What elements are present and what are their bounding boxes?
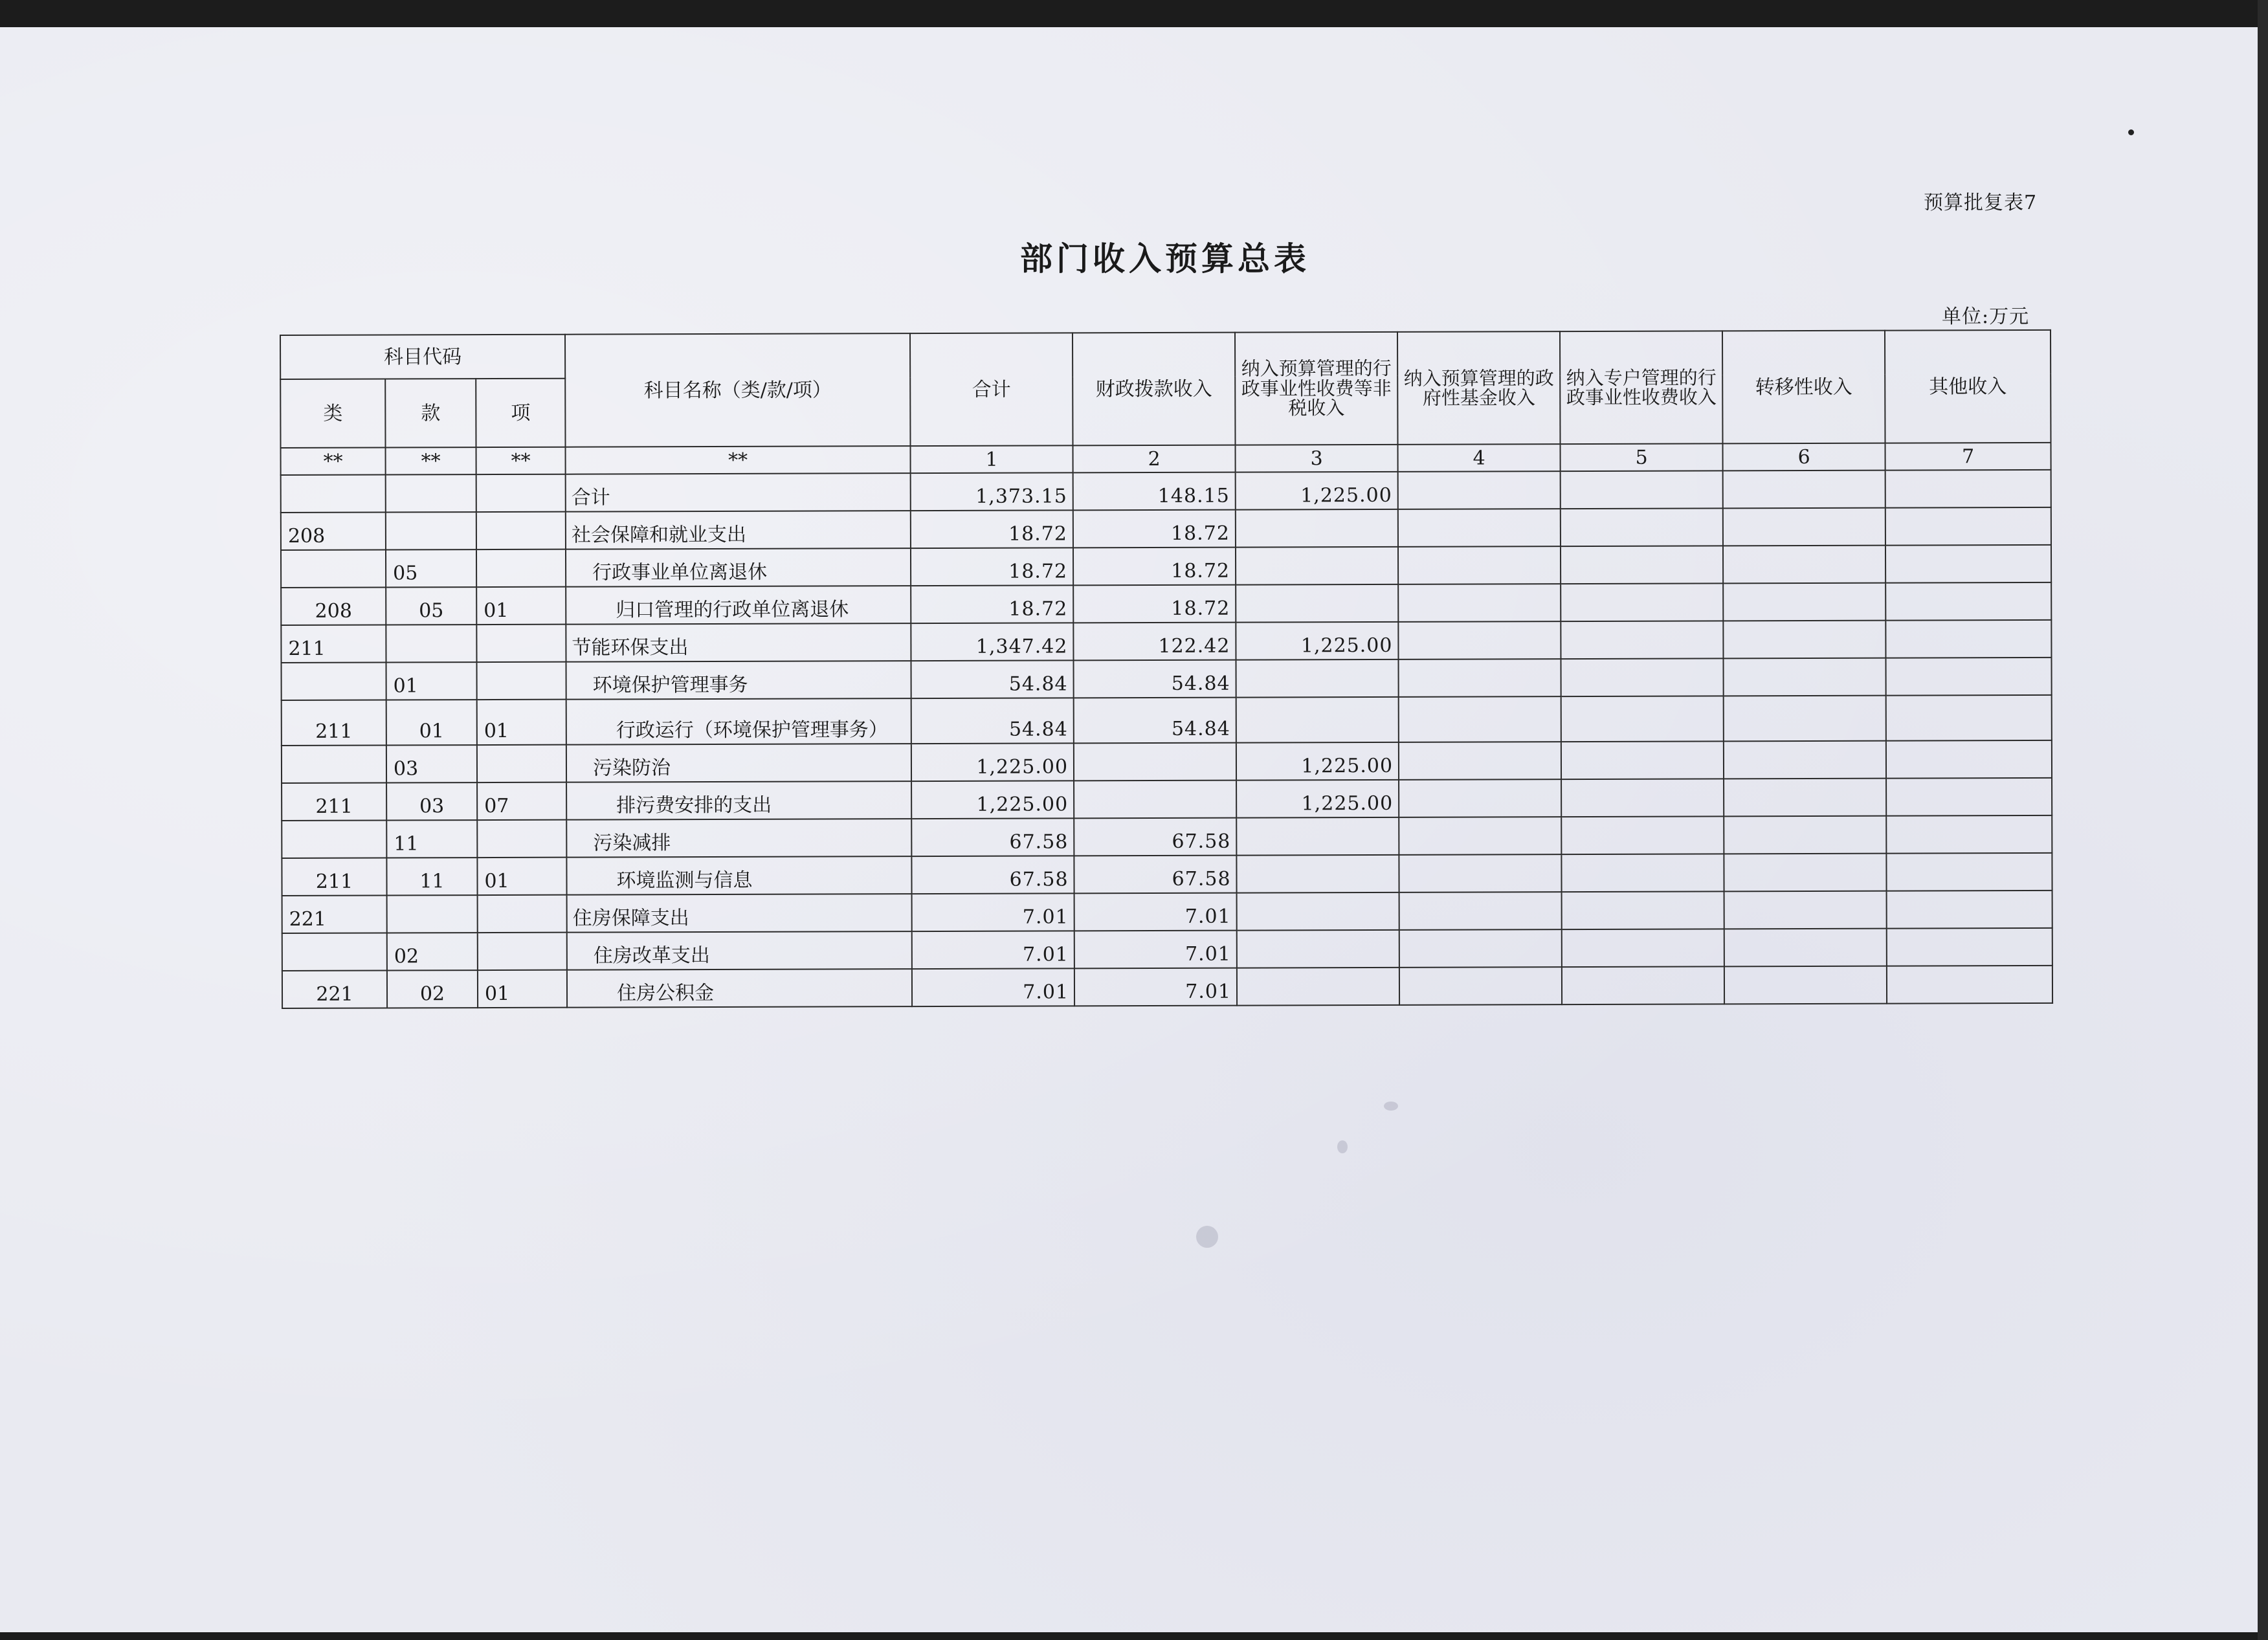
cell-xiang — [478, 895, 567, 933]
cell-kuan — [386, 512, 476, 549]
cell-total: 18.72 — [911, 548, 1073, 586]
cell-special — [1561, 816, 1724, 854]
header-name: 科目名称（类/款/项） — [565, 333, 911, 447]
cell-kuan: 05 — [386, 587, 476, 625]
cell-total: 67.58 — [911, 856, 1074, 894]
cell-xiang — [476, 512, 566, 549]
cell-lei — [282, 821, 386, 858]
cell-transfer — [1724, 816, 1886, 854]
cell-fiscal: 54.84 — [1074, 660, 1236, 698]
cell-kuan: 01 — [386, 700, 477, 745]
cell-kuan: 11 — [386, 820, 477, 858]
cell-govfund — [1398, 509, 1561, 547]
cell-govfund — [1398, 584, 1561, 622]
cell-name: 住房公积金 — [567, 969, 912, 1008]
cell-transfer — [1724, 658, 1886, 696]
header-nontax: 纳入预算管理的行政事业性收费等非税收入 — [1235, 332, 1398, 445]
cell-other — [1885, 545, 2051, 583]
cell-other — [1886, 853, 2052, 891]
cell-special — [1561, 854, 1724, 892]
cell-lei — [282, 663, 386, 700]
table-row — [281, 620, 2051, 663]
scanned-page — [0, 27, 2258, 1632]
cell-xiang: 01 — [477, 700, 566, 745]
budget-table — [280, 329, 2053, 1009]
cell-transfer — [1724, 891, 1887, 929]
cell-nontax — [1236, 817, 1399, 856]
cell-kuan: 05 — [386, 549, 476, 587]
cell-lei: 211 — [282, 858, 386, 896]
cell-transfer — [1723, 546, 1885, 584]
cell-total: 7.01 — [912, 893, 1074, 931]
cell-govfund — [1398, 471, 1561, 509]
cell-nontax — [1237, 892, 1399, 931]
scanner-edge — [2258, 0, 2268, 1640]
cell-other — [1886, 695, 2052, 741]
cell-nontax: 1,225.00 — [1236, 742, 1399, 781]
cell-name: 合计 — [566, 473, 911, 512]
cell-total: 54.84 — [911, 660, 1074, 698]
cell-other — [1885, 620, 2051, 658]
cell-name: 节能环保支出 — [566, 623, 911, 662]
cell-xiang — [477, 820, 566, 858]
index-cell: ** — [476, 447, 566, 474]
cell-name: 社会保障和就业支出 — [566, 511, 911, 549]
cell-transfer — [1724, 966, 1887, 1004]
cell-name: 行政运行（环境保护管理事务） — [566, 698, 911, 745]
cell-transfer — [1723, 621, 1885, 659]
cell-xiang — [476, 625, 566, 662]
cell-lei — [282, 746, 386, 783]
cell-special — [1562, 929, 1724, 967]
cell-xiang: 01 — [477, 858, 566, 895]
header-total: 合计 — [910, 333, 1073, 446]
header-kuan: 款 — [385, 379, 476, 447]
cell-other — [1886, 815, 2052, 854]
table-row — [282, 740, 2052, 783]
cell-lei — [281, 475, 386, 513]
header-row-1 — [280, 330, 2051, 379]
cell-kuan: 03 — [386, 745, 477, 782]
cell-xiang — [477, 745, 566, 782]
cell-special — [1561, 583, 1723, 621]
cell-total: 1,373.15 — [911, 472, 1073, 511]
cell-govfund — [1399, 854, 1561, 892]
cell-other — [1887, 966, 2052, 1004]
index-cell: ** — [566, 446, 911, 474]
budget-table-wrapper — [280, 329, 2053, 1009]
cell-lei: 221 — [282, 971, 387, 1008]
cell-nontax: 1,225.00 — [1236, 780, 1399, 818]
cell-fiscal: 7.01 — [1074, 893, 1237, 931]
unit-label: 单位:万元 — [1942, 305, 2030, 328]
cell-other — [1886, 778, 2052, 816]
scan-speck — [1337, 1140, 1348, 1153]
cell-fiscal: 18.72 — [1073, 585, 1236, 623]
cell-name: 住房改革支出 — [567, 931, 912, 970]
cell-name: 住房保障支出 — [567, 894, 912, 933]
cell-name: 环境监测与信息 — [566, 856, 911, 895]
cell-govfund — [1399, 967, 1562, 1005]
cell-govfund — [1399, 742, 1561, 780]
cell-total: 18.72 — [911, 510, 1073, 548]
cell-transfer — [1724, 929, 1887, 967]
cell-kuan: 11 — [386, 858, 477, 895]
index-cell: 1 — [911, 445, 1073, 473]
table-row — [282, 815, 2052, 858]
cell-other — [1886, 740, 2052, 779]
index-cell: 5 — [1561, 443, 1723, 471]
cell-fiscal: 7.01 — [1074, 931, 1237, 969]
cell-nontax: 1,225.00 — [1236, 472, 1398, 510]
header-lei: 类 — [280, 379, 385, 448]
header-code-group: 科目代码 — [280, 335, 565, 379]
cell-special — [1561, 546, 1723, 584]
header-govfund: 纳入预算管理的政府性基金收入 — [1397, 331, 1561, 445]
scan-speck — [1384, 1102, 1398, 1111]
cell-fiscal: 7.01 — [1074, 968, 1237, 1006]
cell-name: 排污费安排的支出 — [566, 781, 911, 820]
cell-xiang: 01 — [478, 970, 567, 1008]
table-row — [282, 966, 2052, 1008]
cell-nontax — [1236, 547, 1398, 585]
cell-special — [1561, 621, 1723, 659]
table-row — [282, 658, 2052, 700]
cell-fiscal: 122.42 — [1073, 623, 1236, 661]
cell-nontax — [1236, 855, 1399, 893]
cell-other — [1887, 928, 2052, 966]
cell-xiang: 07 — [477, 782, 566, 820]
cell-kuan: 02 — [387, 933, 478, 970]
cell-other — [1885, 470, 2051, 508]
cell-fiscal: 18.72 — [1073, 510, 1236, 548]
cell-fiscal: 54.84 — [1074, 698, 1236, 744]
cell-total: 18.72 — [911, 585, 1073, 623]
page-title: 部门收入预算总表 — [1020, 239, 1310, 278]
cell-kuan — [386, 474, 476, 512]
cell-kuan: 02 — [387, 970, 478, 1008]
header-xiang: 项 — [476, 379, 565, 447]
cell-nontax — [1237, 930, 1399, 968]
cell-transfer — [1723, 471, 1885, 509]
cell-govfund — [1399, 779, 1561, 817]
cell-name: 环境保护管理事务 — [566, 661, 911, 700]
header-fiscal: 财政拨款收入 — [1073, 333, 1236, 446]
cell-special — [1561, 658, 1724, 696]
table-row — [281, 470, 2051, 513]
index-cell: ** — [386, 447, 476, 474]
cell-name: 污染防治 — [566, 744, 911, 782]
cell-total: 1,225.00 — [911, 781, 1074, 819]
table-row — [282, 778, 2052, 821]
cell-lei: 211 — [282, 700, 386, 746]
table-row — [282, 928, 2052, 971]
cell-other — [1887, 891, 2052, 929]
cell-special — [1561, 508, 1723, 546]
cell-total: 1,225.00 — [911, 743, 1074, 781]
cell-special — [1561, 696, 1724, 742]
scan-speck — [1196, 1226, 1218, 1248]
table-row — [281, 507, 2051, 550]
index-cell: 6 — [1723, 443, 1885, 471]
cell-fiscal — [1074, 781, 1236, 819]
header-other: 其他收入 — [1885, 330, 2051, 443]
cell-fiscal: 148.15 — [1073, 472, 1236, 511]
scan-speck — [2128, 129, 2134, 135]
cell-other — [1885, 507, 2051, 546]
cell-xiang — [477, 662, 566, 700]
cell-special — [1561, 471, 1723, 509]
cell-govfund — [1399, 659, 1561, 697]
cell-transfer — [1724, 696, 1886, 742]
cell-xiang — [476, 474, 566, 512]
cell-govfund — [1399, 929, 1562, 968]
cell-transfer — [1724, 741, 1886, 779]
form-id: 预算批复表7 — [1924, 192, 2038, 214]
index-cell: 3 — [1236, 445, 1398, 472]
cell-special — [1562, 966, 1724, 1004]
cell-nontax — [1236, 584, 1398, 623]
table-row — [282, 695, 2052, 746]
cell-name: 归口管理的行政单位离退休 — [566, 586, 911, 625]
cell-nontax — [1236, 659, 1399, 698]
cell-xiang: 01 — [476, 587, 566, 625]
cell-kuan — [386, 625, 476, 662]
cell-kuan: 03 — [386, 782, 477, 820]
cell-govfund — [1398, 621, 1561, 659]
cell-name: 行政事业单位离退休 — [566, 548, 911, 587]
table-row — [281, 582, 2051, 625]
table-body — [281, 470, 2052, 1008]
index-cell: 7 — [1885, 443, 2051, 471]
cell-fiscal — [1074, 743, 1236, 781]
cell-special — [1562, 891, 1724, 929]
cell-fiscal: 18.72 — [1073, 548, 1236, 586]
cell-govfund — [1399, 892, 1562, 930]
cell-lei: 208 — [281, 513, 386, 550]
cell-other — [1885, 582, 2051, 621]
cell-total: 1,347.42 — [911, 623, 1073, 661]
header-transfer: 转移性收入 — [1722, 331, 1885, 444]
header-special: 纳入专户管理的行政事业性收费收入 — [1560, 331, 1723, 444]
cell-kuan: 01 — [386, 662, 477, 700]
cell-lei: 208 — [281, 588, 386, 625]
index-cell: 4 — [1398, 444, 1561, 472]
cell-nontax — [1237, 968, 1399, 1006]
cell-govfund — [1399, 696, 1561, 742]
cell-transfer — [1724, 854, 1886, 892]
cell-fiscal: 67.58 — [1074, 818, 1236, 856]
cell-nontax — [1236, 697, 1399, 743]
cell-special — [1561, 779, 1724, 817]
cell-govfund — [1399, 817, 1561, 855]
cell-fiscal: 67.58 — [1074, 856, 1236, 894]
table-row — [281, 545, 2051, 588]
cell-other — [1886, 658, 2052, 696]
index-cell: 2 — [1073, 445, 1236, 473]
cell-nontax — [1236, 509, 1398, 548]
table-row — [282, 891, 2052, 933]
cell-xiang — [476, 549, 566, 587]
cell-lei: 211 — [281, 625, 386, 663]
cell-transfer — [1723, 583, 1885, 621]
cell-govfund — [1398, 546, 1561, 584]
index-cell: ** — [281, 448, 386, 475]
cell-nontax: 1,225.00 — [1236, 622, 1398, 660]
cell-lei: 221 — [282, 896, 387, 933]
cell-total: 7.01 — [912, 931, 1074, 969]
cell-total: 54.84 — [911, 698, 1074, 744]
cell-total: 67.58 — [911, 818, 1074, 856]
cell-lei — [281, 550, 386, 588]
cell-transfer — [1724, 779, 1886, 817]
cell-transfer — [1723, 508, 1885, 546]
table-row — [282, 853, 2052, 896]
cell-kuan — [387, 895, 478, 933]
cell-total: 7.01 — [912, 968, 1074, 1006]
cell-xiang — [478, 933, 567, 970]
cell-name: 污染减排 — [566, 819, 911, 858]
cell-lei: 211 — [282, 783, 386, 821]
cell-special — [1561, 741, 1724, 779]
cell-lei — [282, 933, 387, 971]
